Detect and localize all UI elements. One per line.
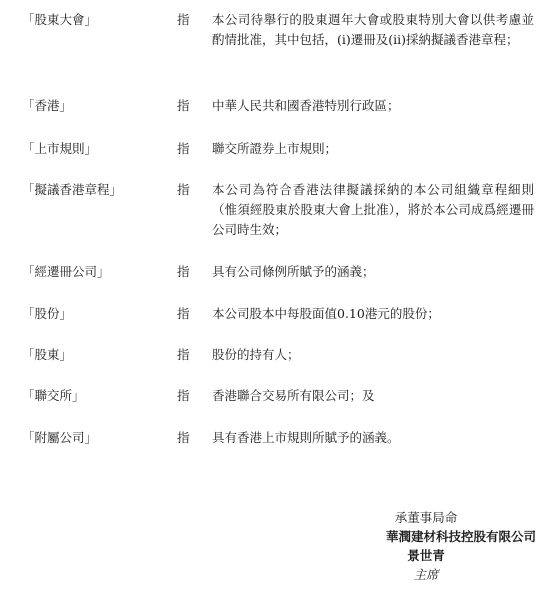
definition-marker: 指 <box>177 12 190 27</box>
definition-term: 「股東」 <box>22 347 73 362</box>
signature-role: 主席 <box>413 567 439 582</box>
definition-term: 「香港」 <box>22 98 73 113</box>
definition-marker: 指 <box>177 430 190 445</box>
definition-meaning: 香港聯合交易所有限公司；及 <box>212 388 375 403</box>
signature-block <box>276 508 536 584</box>
signature-company: 華潤建材科技控股有限公司 <box>385 529 536 544</box>
definition-term: 「附屬公司」 <box>22 430 98 445</box>
definition-marker: 指 <box>177 141 190 156</box>
definition-marker: 指 <box>177 264 190 279</box>
definition-meaning: 本公司股本中每股面值0.10港元的股份； <box>212 306 440 321</box>
definition-term: 「聯交所」 <box>22 388 85 403</box>
definition-meaning: 聯交所證券上市規則； <box>212 141 338 156</box>
definition-term: 「擬議香港章程」 <box>22 182 123 197</box>
definition-term: 「上市規則」 <box>22 141 98 156</box>
definition-meaning: 中華人民共和國香港特別行政區； <box>212 98 400 113</box>
definition-meaning: 股份的持有人； <box>212 347 300 362</box>
definition-marker: 指 <box>177 182 190 197</box>
definition-marker: 指 <box>177 306 190 321</box>
definition-meaning: 本公司為符合香港法律擬議採納的本公司組織章程細則（惟須經股東於股東大會上批准），將於本公司成爲經遷冊公司時生效； <box>212 182 534 237</box>
definition-marker: 指 <box>177 388 190 403</box>
definition-meaning: 本公司待舉行的股東週年大會或股東特別大會以供考慮並酌情批准，其中包括，(i)遷冊及(ii)採納擬議香港章程； <box>212 12 534 47</box>
definition-meaning: 具有香港上市規則所賦予的涵義。 <box>212 430 400 445</box>
definition-term: 「股份」 <box>22 306 73 321</box>
signature-order: 承董事局命 <box>394 510 458 525</box>
definition-marker: 指 <box>177 98 190 113</box>
definition-term: 「經遷冊公司」 <box>22 264 110 279</box>
definition-term: 「股東大會」 <box>22 12 98 27</box>
definition-marker: 指 <box>177 347 190 362</box>
signature-person: 景世青 <box>407 548 445 563</box>
definition-meaning: 具有公司條例所賦予的涵義； <box>212 264 375 279</box>
